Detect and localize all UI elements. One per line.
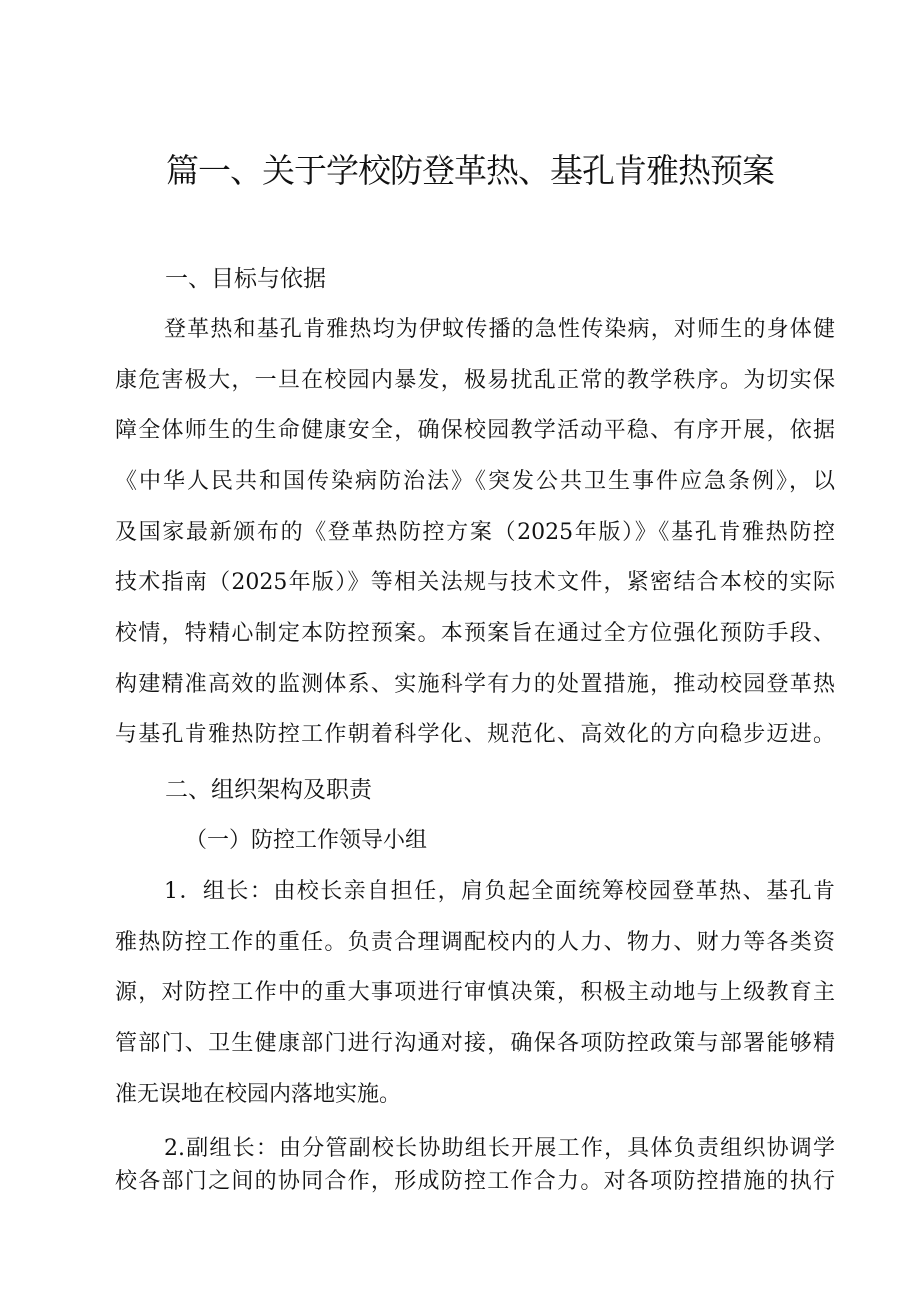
paragraph-line: 康危害极大，一旦在校园内暴发，极易扰乱正常的教学秩序。为切实保 [115, 368, 835, 393]
paragraph-line: 及国家最新颁布的《登革热防控方案（2025年版）》《基孔肯雅热防控 [115, 520, 835, 545]
paragraph-line: 雅热防控工作的重任。负责合理调配校内的人力、物力、财力等各类资 [115, 930, 835, 955]
paragraph-line: 《中华人民共和国传染病防治法》《突发公共卫生事件应急条例》，以 [115, 469, 835, 494]
section-heading-organization: 二、组织架构及职责 [165, 777, 372, 803]
paragraph-line: 校各部门之间的协同合作，形成防控工作合力。对各项防控措施的执行 [115, 1169, 835, 1194]
document-title: 篇一、关于学校防登革热、基孔肯雅热预案 [166, 151, 774, 190]
subheading-leading-group: （一）防控工作领导小组 [185, 828, 428, 853]
paragraph-line: 登革热和基孔肯雅热均为伊蚊传播的急性传染病，对师生的身体健 [164, 317, 835, 342]
paragraph-line: 2.副组长：由分管副校长协助组长开展工作，具体负责组织协调学 [164, 1136, 835, 1161]
paragraph-line: 构建精准高效的监测体系、实施科学有力的处置措施，推动校园登革热 [115, 672, 835, 697]
paragraph-line: 管部门、卫生健康部门进行沟通对接，确保各项防控政策与部署能够精 [115, 1031, 835, 1056]
paragraph-line: 准无误地在校园内落地实施。 [115, 1082, 402, 1107]
section-heading-goals: 一、目标与依据 [165, 266, 326, 292]
paragraph-line: 源，对防控工作中的重大事项进行审慎决策，积极主动地与上级教育主 [115, 980, 835, 1005]
paragraph-line: 1．组长：由校长亲自担任，肩负起全面统筹校园登革热、基孔肯 [164, 879, 835, 904]
paragraph-line: 障全体师生的生命健康安全，确保校园教学活动平稳、有序开展，依据 [115, 418, 835, 443]
paragraph-line: 校情，特精心制定本防控预案。本预案旨在通过全方位强化预防手段、 [115, 621, 835, 646]
paragraph-line: 与基孔肯雅热防控工作朝着科学化、规范化、高效化的方向稳步迈进。 [115, 722, 835, 747]
paragraph-line: 技术指南（2025年版）》等相关法规与技术文件，紧密结合本校的实际 [115, 570, 835, 595]
